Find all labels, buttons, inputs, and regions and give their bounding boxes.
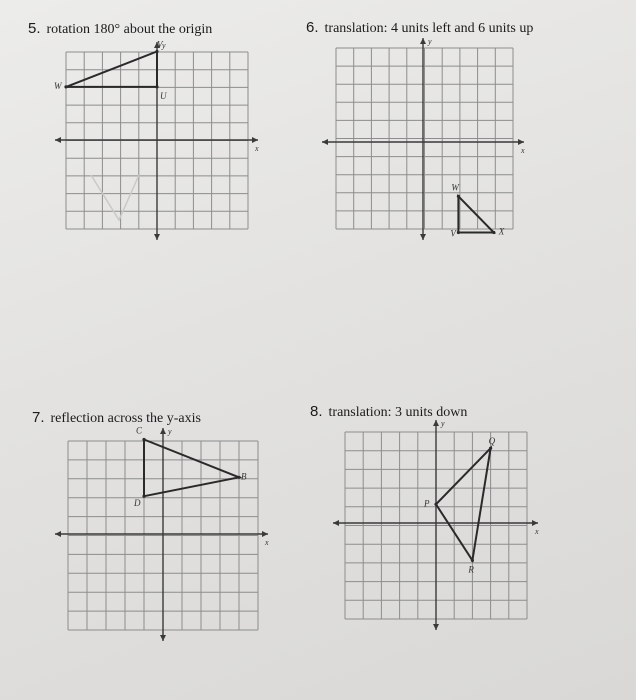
problem-number: 5. <box>28 20 41 37</box>
vertex-label: Q <box>488 436 496 447</box>
y-arrow-up <box>433 420 439 426</box>
problem-number: 6. <box>306 19 319 36</box>
y-arrow-down <box>433 624 439 630</box>
vertex-label: D <box>134 498 141 509</box>
problem-number: 8. <box>310 403 323 420</box>
y-axis-label: y <box>441 419 445 428</box>
vertex-point <box>434 503 437 506</box>
y-axis-label: y <box>428 37 432 46</box>
vertex-label: P <box>424 498 430 509</box>
vertex-point <box>471 559 474 562</box>
problem-instruction: translation: 3 units down <box>328 405 468 420</box>
problem-instruction: translation: 4 units left and 6 units up <box>324 21 534 36</box>
y-axis-label: y <box>162 41 166 50</box>
x-axis-label: x <box>535 527 539 536</box>
vertex-label: W <box>54 80 62 91</box>
problem-instruction: rotation 180° about the origin <box>46 22 213 37</box>
x-axis-label: x <box>521 146 525 155</box>
x-arrow-right <box>532 520 538 526</box>
vertex-label: X <box>498 226 505 237</box>
x-arrow-left <box>333 520 339 526</box>
vertex-label: W <box>451 182 459 193</box>
x-axis-label: x <box>265 538 269 547</box>
y-axis-label: y <box>168 427 172 436</box>
vertex-label: C <box>136 425 143 436</box>
vertex-label: B <box>241 471 247 482</box>
vertex-label: R <box>468 564 474 575</box>
problem-instruction: reflection across the y-axis <box>50 411 201 426</box>
vertex-point <box>489 447 492 450</box>
triangle <box>436 448 491 560</box>
vertex-label: U <box>160 90 167 101</box>
problem-number: 7. <box>32 409 45 426</box>
vertex-label: V <box>157 39 163 50</box>
vertex-label: V <box>450 228 456 239</box>
x-axis-label: x <box>255 144 259 153</box>
